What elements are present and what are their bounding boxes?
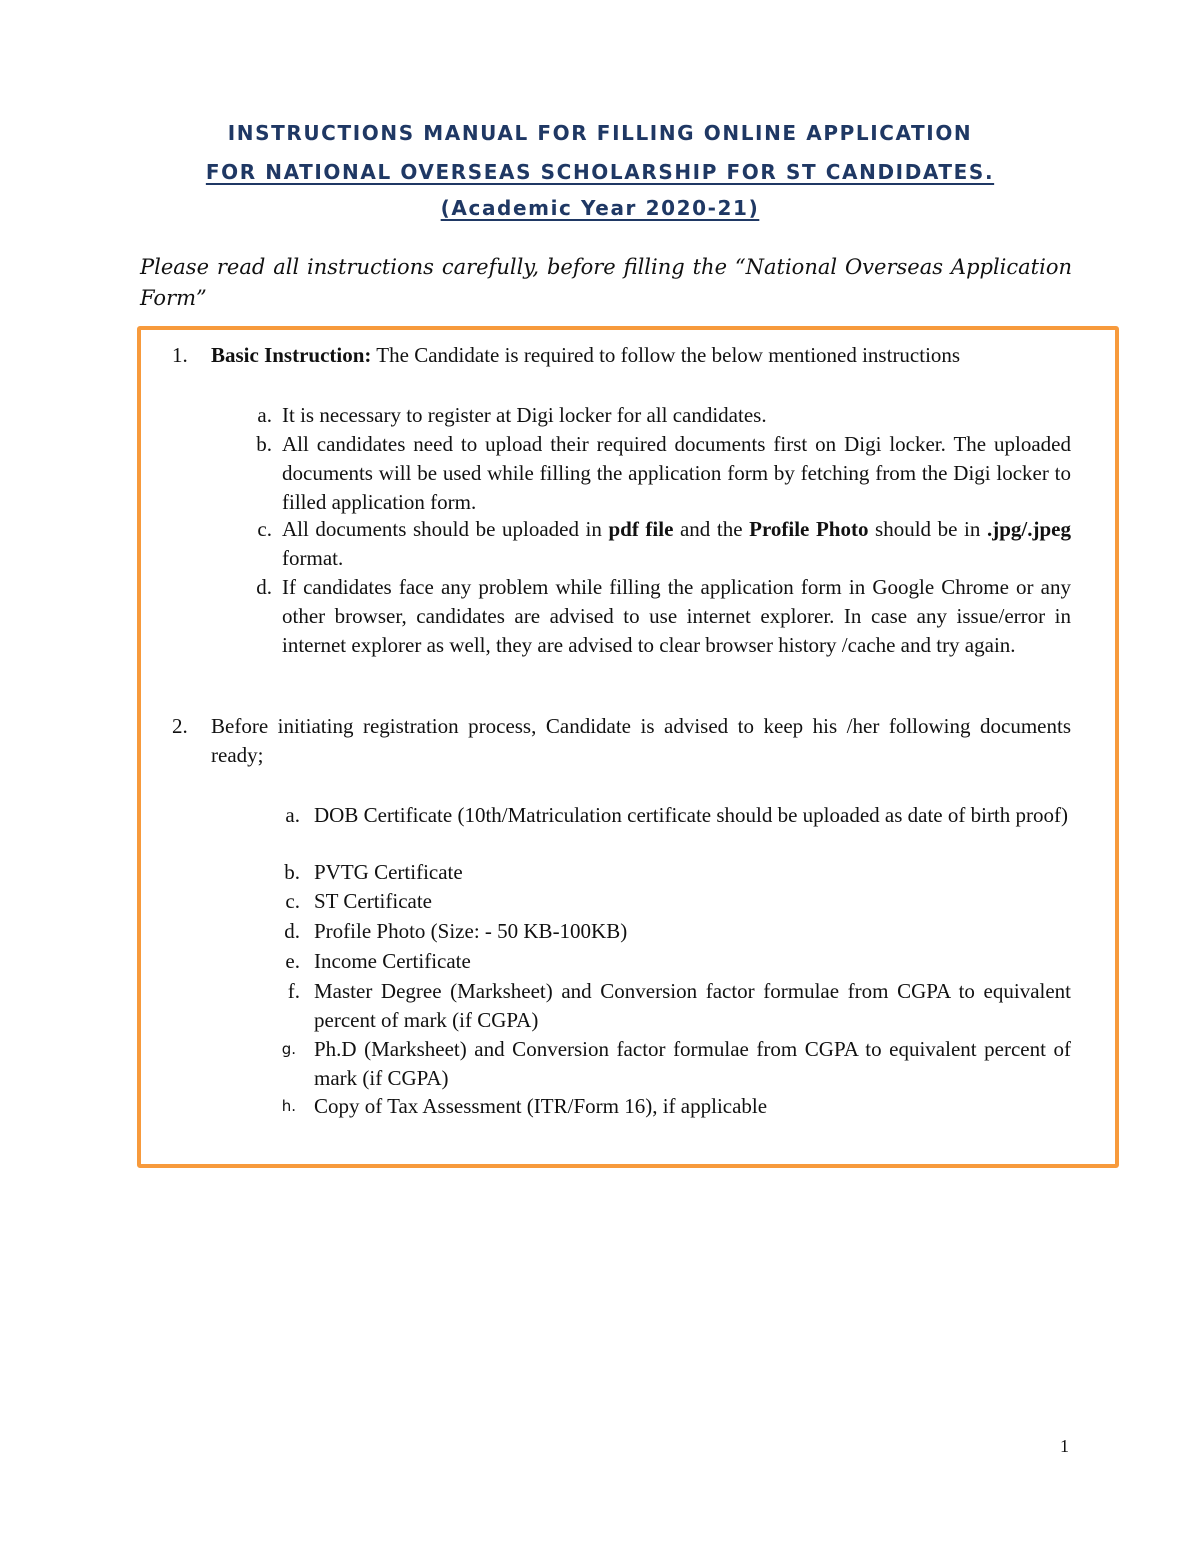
section-2-text: Before initiating registration process, Candidate is advised to keep his /her following documents ready; xyxy=(211,714,1071,767)
item-2c-text: ST Certificate xyxy=(314,889,432,913)
section-1-label: Basic Instruction: xyxy=(211,343,372,367)
item-2b-letter: b. xyxy=(284,860,300,884)
item-2e-text: Income Certificate xyxy=(314,949,471,973)
item-1b-letter: b. xyxy=(256,432,272,456)
item-2e-letter: e. xyxy=(285,949,300,973)
item-2f-text: Master Degree (Marksheet) and Conversion factor formulae from CGPA to equivalent percent of mark (if CGPA) xyxy=(314,979,1071,1032)
item-1c-part2: and the xyxy=(673,517,750,541)
section-1-number: 1. xyxy=(172,343,188,367)
item-1c-part1: All documents should be uploaded in xyxy=(282,517,609,541)
title-line-3: (Academic Year 2020-21) xyxy=(440,196,760,220)
section-1-text xyxy=(211,341,1071,370)
section-2-number: 2. xyxy=(172,714,188,738)
item-1c-text xyxy=(282,515,1071,573)
item-1c-profile-photo: Profile Photo xyxy=(749,517,869,541)
item-2h-letter: h. xyxy=(281,1097,296,1115)
item-2f-letter: f. xyxy=(287,979,300,1003)
item-1a-letter: a. xyxy=(257,403,272,427)
item-1c-pdf-file: pdf file xyxy=(608,517,674,541)
item-2c-letter: c. xyxy=(285,889,300,913)
item-1b-text: All candidates need to upload their required documents first on Digi locker. The uploaded documents will be used while filling the application form by fetching from the Digi locker to filled application form. xyxy=(282,432,1071,514)
item-1c-part3: should be in xyxy=(868,517,987,541)
item-2d-letter: d. xyxy=(284,919,300,943)
item-2b-text: PVTG Certificate xyxy=(314,860,463,884)
item-1a-text: It is necessary to register at Digi locker for all candidates. xyxy=(282,403,767,427)
section-1-body: The Candidate is required to follow the below mentioned instructions xyxy=(371,343,961,367)
item-1c-format: .jpg/.jpeg xyxy=(986,517,1071,541)
page-number: 1 xyxy=(1060,1436,1069,1456)
title-line-1: INSTRUCTIONS MANUAL FOR FILLING ONLINE APPLICATION xyxy=(227,121,973,145)
title-line-2: FOR NATIONAL OVERSEAS SCHOLARSHIP FOR ST CANDIDATES. xyxy=(205,160,995,184)
item-1d-letter: d. xyxy=(256,575,272,599)
item-2g-letter: g. xyxy=(281,1040,296,1058)
item-1c-letter: c. xyxy=(257,517,272,541)
item-1d-text: If candidates face any problem while filling the application form in Google Chrome or any other browser, candidates are advised to use internet explorer. In case any issue/error in internet explorer as well, they are advised to clear browser history /cache and try again. xyxy=(282,575,1071,657)
item-2a-letter: a. xyxy=(285,803,300,827)
intro-paragraph: Please read all instructions carefully, before filling the “National Overseas Application Form” xyxy=(140,255,1072,310)
item-2h-text: Copy of Tax Assessment (ITR/Form 16), if applicable xyxy=(314,1094,768,1118)
item-1c-part4: format. xyxy=(282,546,344,570)
item-2g-text: Ph.D (Marksheet) and Conversion factor formulae from CGPA to equivalent percent of mark (if CGPA) xyxy=(314,1037,1071,1090)
item-2d-text: Profile Photo (Size: - 50 KB-100KB) xyxy=(314,919,628,943)
item-2a-text: DOB Certificate (10th/Matriculation certificate should be uploaded as date of birth proof) xyxy=(314,803,1069,827)
